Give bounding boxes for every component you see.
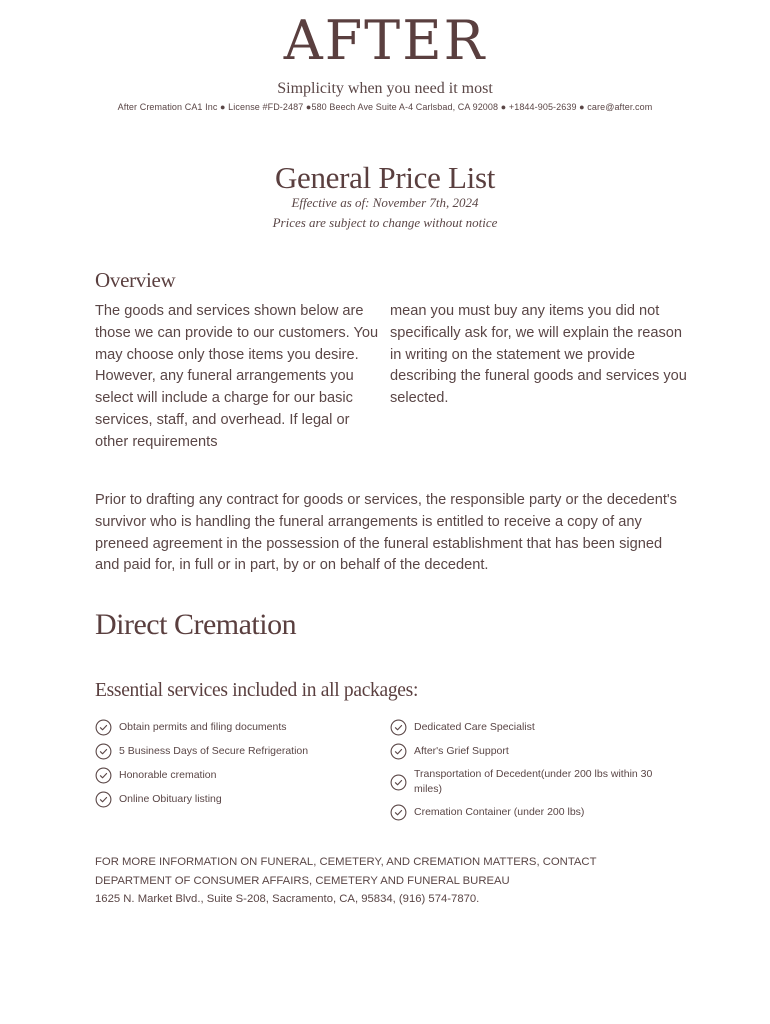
service-item xyxy=(390,743,690,760)
price-notice: Prices are subject to change without notice xyxy=(272,215,498,230)
direct-cremation-heading: Direct Cremation xyxy=(95,608,297,641)
contact-line: After Cremation CA1 Inc ● License #FD-2487 ●580 Beech Ave Suite A-4 Carlsbad, CA 92008 ● +1844-905-2639 ● care@after.com xyxy=(117,102,653,112)
footer-address: 1625 N. Market Blvd., Suite S-208, Sacramento, CA, 95834, (916) 574-7870. xyxy=(95,893,480,906)
footer-line: FOR MORE INFORMATION ON FUNERAL, CEMETERY, AND CREMATION MATTERS, CONTACT xyxy=(95,856,597,868)
service-label: Transportation of Decedent(under 200 lbs within 30 miles) xyxy=(414,768,653,795)
services-list-right xyxy=(390,719,690,828)
regulatory-footer xyxy=(95,853,695,909)
effective-date: Effective as of: November 7th, 2024 xyxy=(291,195,479,210)
service-item xyxy=(95,743,385,760)
service-label: Cremation Container (under 200 lbs) xyxy=(414,806,585,818)
overview-heading: Overview xyxy=(95,268,176,292)
footer-line: DEPARTMENT OF CONSUMER AFFAIRS, CEMETERY AND FUNERAL BUREAU xyxy=(95,874,510,887)
service-item xyxy=(95,719,385,736)
check-circle-icon xyxy=(390,774,407,791)
page-title: General Price List xyxy=(274,160,496,195)
check-circle-icon xyxy=(95,719,112,736)
service-item xyxy=(390,767,675,797)
check-circle-icon xyxy=(390,719,407,736)
service-item xyxy=(95,767,385,784)
overview-text-right: mean you must buy any items you did not specifically ask for, we will explain the reason in writing on the statement we provide describing the funeral goods and services you selected. xyxy=(390,303,687,407)
service-label: Obtain permits and filing documents xyxy=(119,721,287,733)
service-label: Online Obituary listing xyxy=(119,793,222,805)
tagline: Simplicity when you need it most xyxy=(277,80,493,97)
after-logo: AFTER xyxy=(283,9,487,72)
check-circle-icon xyxy=(95,743,112,760)
service-label: Dedicated Care Specialist xyxy=(414,721,535,733)
check-circle-icon xyxy=(390,743,407,760)
service-item xyxy=(95,791,385,808)
service-label: Honorable cremation xyxy=(119,769,217,781)
overview-text-left: The goods and services shown below are those we can provide to our customers. You may choose only those items you desire. However, any funeral arrangements you select will include a charge for our basic services, staff, and overhead. If legal or other requirements xyxy=(95,303,379,450)
service-item xyxy=(390,719,690,736)
check-circle-icon xyxy=(95,791,112,808)
check-circle-icon xyxy=(95,767,112,784)
service-label: 5 Business Days of Secure Refrigeration xyxy=(119,745,309,757)
essential-services-heading: Essential services included in all packages: xyxy=(95,680,419,701)
preneed-paragraph: Prior to drafting any contract for goods or services, the responsible party or the decedent's survivor who is handling the funeral arrangements is entitled to receive a copy of any preneed agreement in the possession of the funeral establishment that has been signed and paid for, in full or in part, by or on behalf of the decedent. xyxy=(95,492,677,574)
service-item xyxy=(390,804,690,821)
check-circle-icon xyxy=(390,804,407,821)
service-label: After's Grief Support xyxy=(414,745,509,757)
services-list-left xyxy=(95,719,385,815)
